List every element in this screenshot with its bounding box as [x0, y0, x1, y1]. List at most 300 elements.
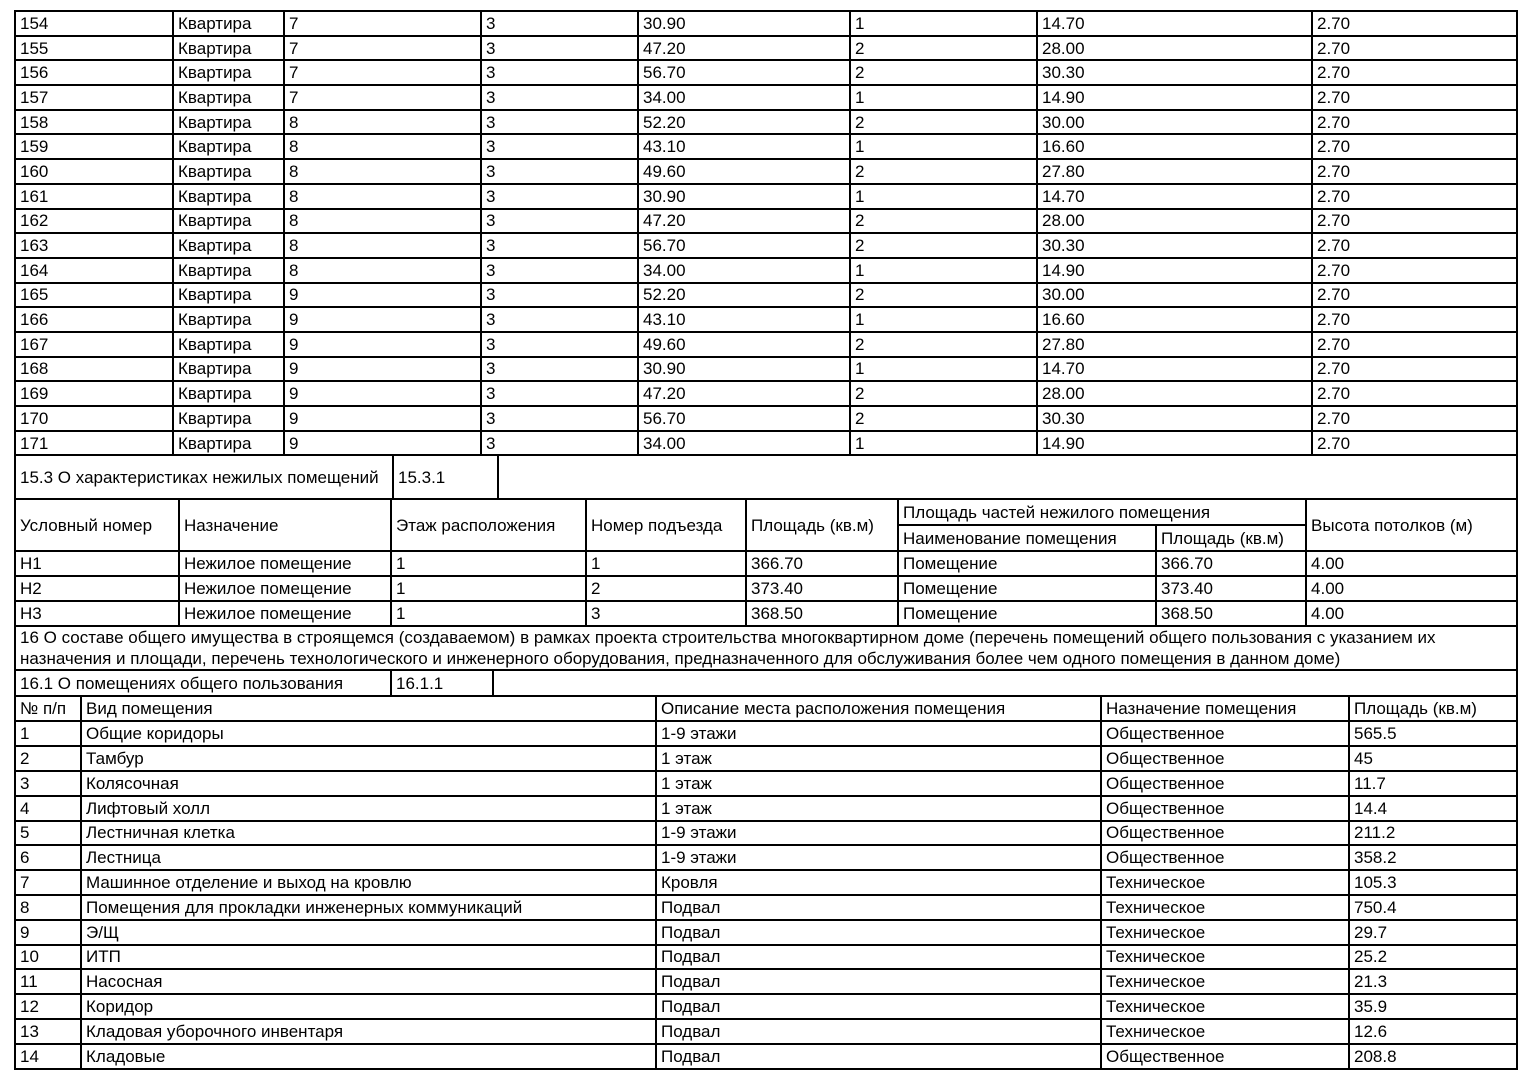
table-cell: 7: [15, 870, 81, 895]
table-cell: 163: [15, 233, 173, 258]
nonresidential-header-row-1: [15, 499, 1517, 525]
table-cell: 4.00: [1306, 551, 1517, 576]
table-cell: 169: [15, 381, 173, 406]
table-cell: 21.3: [1349, 969, 1517, 994]
table-cell: Техническое: [1101, 920, 1349, 945]
col-header-location: Описание места расположения помещения: [656, 696, 1101, 721]
table-cell: 14.4: [1349, 796, 1517, 821]
table-cell: Квартира: [173, 258, 284, 283]
table-cell: Общественное: [1101, 845, 1349, 870]
table-cell: 29.7: [1349, 920, 1517, 945]
table-cell: 30.30: [1037, 406, 1312, 431]
table-cell: Техническое: [1101, 994, 1349, 1019]
table-row: [15, 184, 1517, 209]
table-cell: 14.90: [1037, 258, 1312, 283]
table-cell: 13: [15, 1019, 81, 1044]
table-cell: Помещение: [898, 576, 1156, 601]
table-cell: 28.00: [1037, 381, 1312, 406]
table-cell: 2: [850, 283, 1037, 308]
table-cell: 2.70: [1312, 36, 1517, 61]
table-cell: 3: [481, 283, 638, 308]
table-cell: 2.70: [1312, 184, 1517, 209]
col-header-row-number: № п/п: [15, 696, 81, 721]
table-cell: 1: [850, 357, 1037, 382]
table-cell: 35.9: [1349, 994, 1517, 1019]
table-cell: Квартира: [173, 60, 284, 85]
table-cell: 30.30: [1037, 60, 1312, 85]
table-cell: Насосная: [81, 969, 656, 994]
table-cell: 170: [15, 406, 173, 431]
table-row: [15, 920, 1517, 945]
table-cell: 12: [15, 994, 81, 1019]
table-cell: Общественное: [1101, 721, 1349, 746]
table-cell: Помещение: [898, 551, 1156, 576]
table-cell: 8: [284, 110, 481, 135]
table-row: [15, 209, 1517, 234]
table-cell: 2.70: [1312, 60, 1517, 85]
table-cell: 2: [850, 110, 1037, 135]
table-cell: 155: [15, 36, 173, 61]
table-row: [15, 845, 1517, 870]
table-cell: Нежилое помещение: [179, 601, 391, 626]
table-cell: 8: [284, 209, 481, 234]
col-header-floor: Этаж расположения: [391, 499, 586, 551]
col-header-purpose: Назначение: [179, 499, 391, 551]
table-row: [15, 601, 1517, 626]
table-cell: 14.90: [1037, 85, 1312, 110]
table-cell: 7: [284, 85, 481, 110]
table-cell: 2.70: [1312, 307, 1517, 332]
table-cell: Э/Щ: [81, 920, 656, 945]
table-cell: 2: [850, 332, 1037, 357]
section-15-3-title: 15.3 О характеристиках нежилых помещений: [15, 455, 393, 499]
table-cell: 3: [481, 233, 638, 258]
table-cell: 368.50: [746, 601, 898, 626]
section-16-1-title: 16.1 О помещениях общего пользования: [15, 670, 391, 696]
col-header-room-area: Площадь (кв.м): [1349, 696, 1517, 721]
table-row: [15, 159, 1517, 184]
table-cell: 28.00: [1037, 36, 1312, 61]
table-row: [15, 357, 1517, 382]
table-cell: Подвал: [656, 945, 1101, 970]
table-cell: Кладовая уборочного инвентаря: [81, 1019, 656, 1044]
table-row: [15, 381, 1517, 406]
table-row: [15, 551, 1517, 576]
table-row: [15, 576, 1517, 601]
table-cell: Квартира: [173, 283, 284, 308]
table-cell: 3: [586, 601, 746, 626]
table-cell: Квартира: [173, 184, 284, 209]
table-row: [15, 258, 1517, 283]
table-cell: 2.70: [1312, 110, 1517, 135]
table-cell: 3: [481, 159, 638, 184]
table-cell: 2.70: [1312, 209, 1517, 234]
table-cell: 10: [15, 945, 81, 970]
table-cell: 11.7: [1349, 771, 1517, 796]
table-cell: Лифтовый холл: [81, 796, 656, 821]
table-cell: 9: [284, 332, 481, 357]
table-cell: 14.70: [1037, 11, 1312, 36]
table-cell: Колясочная: [81, 771, 656, 796]
table-cell: 2: [850, 381, 1037, 406]
table-cell: 3: [481, 60, 638, 85]
table-row: [15, 233, 1517, 258]
table-cell: 16.60: [1037, 307, 1312, 332]
table-cell: Нежилое помещение: [179, 576, 391, 601]
table-row: [15, 60, 1517, 85]
table-cell: 28.00: [1037, 209, 1312, 234]
table-row: [15, 332, 1517, 357]
table-row: [15, 1044, 1517, 1069]
col-header-ceiling-height: Высота потолков (м): [1306, 499, 1517, 551]
table-cell: 3: [481, 184, 638, 209]
table-cell: 159: [15, 134, 173, 159]
table-row: [15, 721, 1517, 746]
table-cell: Квартира: [173, 381, 284, 406]
table-cell: 2: [850, 406, 1037, 431]
table-cell: 3: [481, 11, 638, 36]
table-cell: 9: [15, 920, 81, 945]
table-cell: Квартира: [173, 406, 284, 431]
table-cell: Подвал: [656, 969, 1101, 994]
table-cell: Подвал: [656, 920, 1101, 945]
table-cell: 208.8: [1349, 1044, 1517, 1069]
table-cell: 9: [284, 357, 481, 382]
table-cell: 30.30: [1037, 233, 1312, 258]
table-cell: 1-9 этажи: [656, 845, 1101, 870]
table-cell: 368.50: [1156, 601, 1306, 626]
apartments-table: [14, 10, 1518, 456]
table-cell: Н2: [15, 576, 179, 601]
table-cell: 4.00: [1306, 576, 1517, 601]
col-header-part-name: Наименование помещения: [898, 525, 1156, 551]
table-cell: 2.70: [1312, 381, 1517, 406]
col-header-part-area: Площадь (кв.м): [1156, 525, 1306, 551]
table-cell: 8: [15, 895, 81, 920]
table-cell: 30.90: [638, 357, 850, 382]
table-row: [15, 945, 1517, 970]
table-cell: 3: [481, 209, 638, 234]
table-cell: 47.20: [638, 381, 850, 406]
section-16-row: [15, 626, 1517, 670]
table-cell: Квартира: [173, 36, 284, 61]
table-cell: 9: [284, 381, 481, 406]
table-cell: 43.10: [638, 134, 850, 159]
table-cell: 9: [284, 431, 481, 456]
section-15-3-row: [15, 455, 1517, 499]
table-cell: 1: [850, 11, 1037, 36]
table-cell: Квартира: [173, 357, 284, 382]
table-cell: 7: [284, 11, 481, 36]
section-16-1-spacer: [493, 670, 1517, 696]
table-cell: 8: [284, 159, 481, 184]
table-cell: 8: [284, 134, 481, 159]
table-cell: 161: [15, 184, 173, 209]
table-cell: Подвал: [656, 994, 1101, 1019]
table-cell: 156: [15, 60, 173, 85]
table-cell: 373.40: [746, 576, 898, 601]
table-cell: 4.00: [1306, 601, 1517, 626]
table-cell: 1: [850, 85, 1037, 110]
common-areas-table-body: [15, 721, 1517, 1068]
table-cell: 1: [850, 258, 1037, 283]
table-row: [15, 1019, 1517, 1044]
table-cell: Помещения для прокладки инженерных коммуникаций: [81, 895, 656, 920]
table-cell: 27.80: [1037, 159, 1312, 184]
table-row: [15, 746, 1517, 771]
table-cell: 3: [481, 36, 638, 61]
table-row: [15, 969, 1517, 994]
table-cell: 3: [481, 85, 638, 110]
table-cell: 6: [15, 845, 81, 870]
table-cell: 1-9 этажи: [656, 821, 1101, 846]
table-row: [15, 771, 1517, 796]
table-row: [15, 895, 1517, 920]
table-cell: 1: [850, 431, 1037, 456]
table-cell: 154: [15, 11, 173, 36]
table-cell: 1: [391, 551, 586, 576]
table-cell: Общественное: [1101, 1044, 1349, 1069]
table-cell: 3: [481, 357, 638, 382]
table-cell: 211.2: [1349, 821, 1517, 846]
table-cell: 47.20: [638, 36, 850, 61]
table-row: [15, 85, 1517, 110]
table-cell: 14: [15, 1044, 81, 1069]
table-cell: 1: [586, 551, 746, 576]
table-row: [15, 431, 1517, 456]
section-15-3-spacer: [498, 455, 1517, 499]
table-cell: Квартира: [173, 307, 284, 332]
table-cell: 166: [15, 307, 173, 332]
table-cell: 1-9 этажи: [656, 721, 1101, 746]
table-cell: 3: [481, 381, 638, 406]
table-cell: 56.70: [638, 233, 850, 258]
table-cell: 2.70: [1312, 406, 1517, 431]
table-cell: 34.00: [638, 431, 850, 456]
document-page: [14, 10, 1516, 1070]
table-cell: 2: [850, 209, 1037, 234]
table-cell: 1: [15, 721, 81, 746]
col-header-room-type: Вид помещения: [81, 696, 656, 721]
table-cell: 27.80: [1037, 332, 1312, 357]
table-cell: 49.60: [638, 159, 850, 184]
table-cell: 164: [15, 258, 173, 283]
table-row: [15, 283, 1517, 308]
table-cell: 2: [850, 233, 1037, 258]
table-cell: 373.40: [1156, 576, 1306, 601]
table-cell: 2.70: [1312, 357, 1517, 382]
table-cell: 171: [15, 431, 173, 456]
table-cell: 7: [284, 36, 481, 61]
table-cell: 14.70: [1037, 184, 1312, 209]
table-cell: 2.70: [1312, 159, 1517, 184]
table-cell: Квартира: [173, 110, 284, 135]
table-cell: Общественное: [1101, 771, 1349, 796]
table-cell: Кладовые: [81, 1044, 656, 1069]
table-cell: 3: [481, 332, 638, 357]
table-cell: 52.20: [638, 283, 850, 308]
table-cell: 2: [850, 60, 1037, 85]
section-16-1-row: [15, 670, 1517, 696]
table-cell: 1 этаж: [656, 746, 1101, 771]
table-cell: 3: [481, 307, 638, 332]
table-cell: 45: [1349, 746, 1517, 771]
common-areas-table: [14, 695, 1518, 1069]
table-cell: Квартира: [173, 332, 284, 357]
table-cell: Кровля: [656, 870, 1101, 895]
table-cell: 14.90: [1037, 431, 1312, 456]
table-cell: 3: [15, 771, 81, 796]
table-cell: Подвал: [656, 1019, 1101, 1044]
table-cell: 2.70: [1312, 85, 1517, 110]
table-cell: Н1: [15, 551, 179, 576]
table-row: [15, 796, 1517, 821]
table-cell: 43.10: [638, 307, 850, 332]
table-cell: Общие коридоры: [81, 721, 656, 746]
table-cell: ИТП: [81, 945, 656, 970]
table-cell: Техническое: [1101, 1019, 1349, 1044]
table-cell: 2.70: [1312, 431, 1517, 456]
table-cell: 162: [15, 209, 173, 234]
table-cell: 30.00: [1037, 283, 1312, 308]
table-row: [15, 110, 1517, 135]
table-row: [15, 870, 1517, 895]
table-cell: Квартира: [173, 233, 284, 258]
table-cell: 2.70: [1312, 233, 1517, 258]
section-16-1-code: 16.1.1: [391, 670, 493, 696]
table-cell: 157: [15, 85, 173, 110]
table-cell: 30.00: [1037, 110, 1312, 135]
table-cell: 14.70: [1037, 357, 1312, 382]
table-cell: 1: [850, 134, 1037, 159]
table-row: [15, 134, 1517, 159]
section-15-3-code: 15.3.1: [393, 455, 498, 499]
table-cell: Коридор: [81, 994, 656, 1019]
table-cell: Квартира: [173, 159, 284, 184]
table-cell: Общественное: [1101, 821, 1349, 846]
table-cell: 2.70: [1312, 134, 1517, 159]
table-cell: 56.70: [638, 60, 850, 85]
col-header-conditional-number: Условный номер: [15, 499, 179, 551]
table-row: [15, 821, 1517, 846]
table-cell: 160: [15, 159, 173, 184]
table-cell: 3: [481, 406, 638, 431]
table-cell: 1 этаж: [656, 796, 1101, 821]
table-cell: Квартира: [173, 85, 284, 110]
table-cell: 8: [284, 184, 481, 209]
table-cell: 168: [15, 357, 173, 382]
table-cell: 30.90: [638, 11, 850, 36]
table-cell: 11: [15, 969, 81, 994]
table-cell: Подвал: [656, 895, 1101, 920]
table-cell: 47.20: [638, 209, 850, 234]
table-cell: 34.00: [638, 85, 850, 110]
table-cell: Н3: [15, 601, 179, 626]
table-cell: 2: [850, 159, 1037, 184]
table-cell: 8: [284, 233, 481, 258]
apartments-table-body: [15, 11, 1517, 455]
table-row: [15, 406, 1517, 431]
table-cell: Техническое: [1101, 895, 1349, 920]
table-cell: 56.70: [638, 406, 850, 431]
table-cell: 366.70: [746, 551, 898, 576]
table-cell: 34.00: [638, 258, 850, 283]
table-cell: 3: [481, 258, 638, 283]
table-cell: 158: [15, 110, 173, 135]
table-cell: 2.70: [1312, 332, 1517, 357]
table-cell: Подвал: [656, 1044, 1101, 1069]
table-cell: 30.90: [638, 184, 850, 209]
table-cell: Помещение: [898, 601, 1156, 626]
table-cell: 1: [391, 576, 586, 601]
col-header-room-purpose: Назначение помещения: [1101, 696, 1349, 721]
table-cell: 3: [481, 110, 638, 135]
table-cell: 49.60: [638, 332, 850, 357]
table-cell: 165: [15, 283, 173, 308]
table-cell: Квартира: [173, 209, 284, 234]
table-cell: 16.60: [1037, 134, 1312, 159]
table-cell: 2.70: [1312, 283, 1517, 308]
nonresidential-table: [14, 498, 1518, 627]
table-cell: 3: [481, 134, 638, 159]
table-cell: 750.4: [1349, 895, 1517, 920]
col-header-parts-group: Площадь частей нежилого помещения: [898, 499, 1306, 525]
table-cell: Лестница: [81, 845, 656, 870]
table-cell: 9: [284, 307, 481, 332]
table-cell: Общественное: [1101, 746, 1349, 771]
table-cell: 1: [850, 307, 1037, 332]
table-cell: 5: [15, 821, 81, 846]
table-cell: 25.2: [1349, 945, 1517, 970]
section-16-1-bar: [14, 669, 1518, 697]
table-cell: 2: [586, 576, 746, 601]
table-cell: 167: [15, 332, 173, 357]
table-row: [15, 36, 1517, 61]
table-cell: Тамбур: [81, 746, 656, 771]
table-cell: 358.2: [1349, 845, 1517, 870]
table-cell: 2: [15, 746, 81, 771]
section-16-bar: [14, 625, 1518, 671]
table-cell: 9: [284, 283, 481, 308]
table-cell: Общественное: [1101, 796, 1349, 821]
table-row: [15, 11, 1517, 36]
table-cell: 2.70: [1312, 258, 1517, 283]
table-cell: 4: [15, 796, 81, 821]
table-cell: Квартира: [173, 431, 284, 456]
table-cell: Нежилое помещение: [179, 551, 391, 576]
table-cell: 2.70: [1312, 11, 1517, 36]
table-cell: Техническое: [1101, 945, 1349, 970]
table-cell: Техническое: [1101, 870, 1349, 895]
table-cell: Квартира: [173, 134, 284, 159]
table-row: [15, 307, 1517, 332]
col-header-entrance: Номер подъезда: [586, 499, 746, 551]
table-cell: 1: [850, 184, 1037, 209]
table-cell: 8: [284, 258, 481, 283]
table-cell: 7: [284, 60, 481, 85]
table-cell: 9: [284, 406, 481, 431]
table-cell: Техническое: [1101, 969, 1349, 994]
table-cell: Квартира: [173, 11, 284, 36]
table-cell: 565.5: [1349, 721, 1517, 746]
table-cell: 12.6: [1349, 1019, 1517, 1044]
table-cell: 3: [481, 431, 638, 456]
table-cell: 366.70: [1156, 551, 1306, 576]
table-row: [15, 994, 1517, 1019]
table-cell: 2: [850, 36, 1037, 61]
table-cell: Лестничная клетка: [81, 821, 656, 846]
section-16-title: 16 О составе общего имущества в строящемся (создаваемом) в рамках проекта строительства многоквартирном доме (перечень помещений общего пользования с указанием их назначения и площади, перечень технологического и инженерного оборудования, предназначенного для обслуживания более чем одного помещения в данном доме): [15, 626, 1517, 670]
